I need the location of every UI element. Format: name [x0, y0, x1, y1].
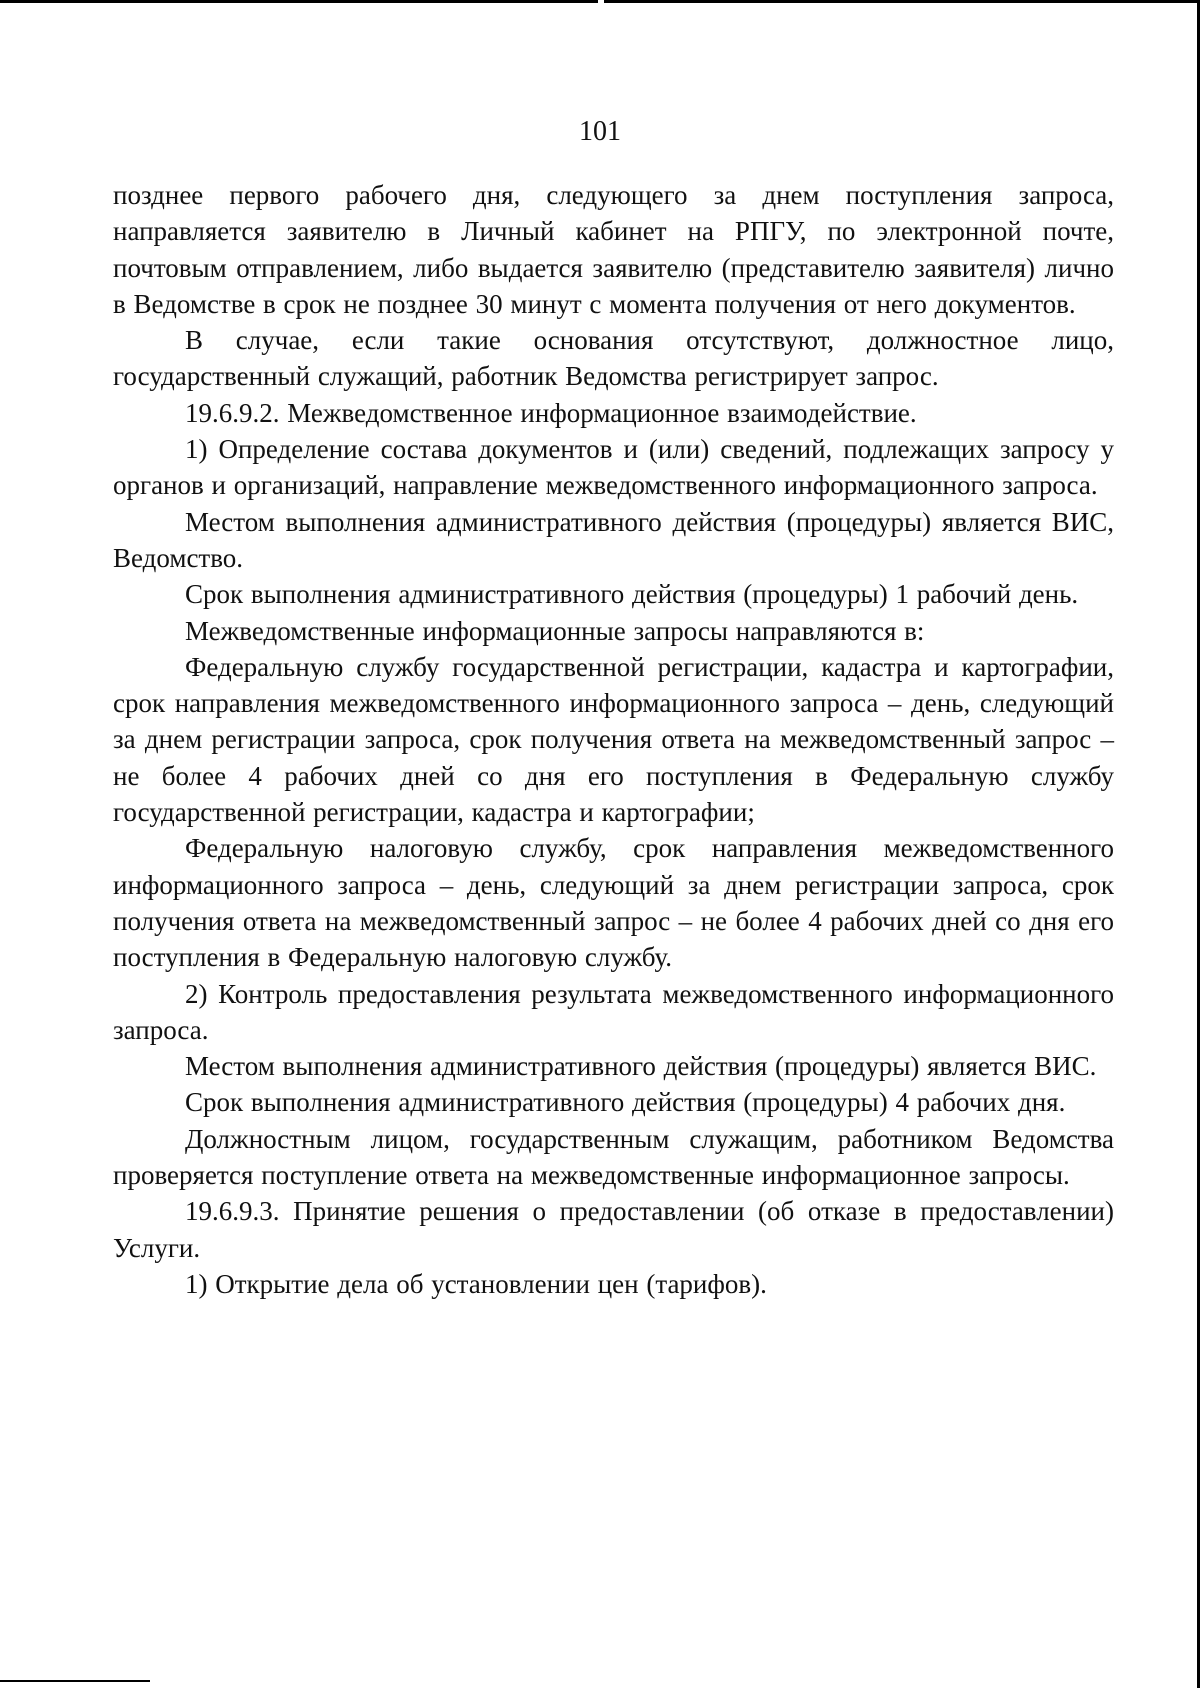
- paragraph-rosreestr: Федеральную службу государственной регистрации, кадастра и картографии, срок направления межведомственного информационного запроса – день, следующий за днем регистрации запроса, срок получения ответа на межведомственный запрос – не более 4 рабочих дней со дня его поступления в Федеральную службу государственной регистрации, кадастра и картографии;: [113, 651, 1114, 828]
- paragraph-tax-service: Федеральную налоговую службу, срок направления межведомственного информационного запроса – день, следующий за днем регистрации запроса, срок получения ответа на межведомственный запрос – не более 4 рабочих дней со дня его поступления в Федеральную налоговую службу.: [113, 833, 1114, 973]
- paragraph-term-1: Срок выполнения административного действия (процедуры) 1 рабочий день.: [185, 579, 1079, 610]
- scan-bottom-mark: [0, 1680, 150, 1682]
- paragraph-requests-intro: Межведомственные информационные запросы направляются в:: [185, 615, 925, 646]
- paragraph-check-responses: Должностным лицом, государственным служащим, работником Ведомства проверяется поступление ответа на межведомственные информационное запросы.: [113, 1123, 1114, 1191]
- section-heading-19-6-9-2: 19.6.9.2. Межведомственное информационное взаимодействие.: [185, 397, 917, 428]
- paragraph-term-2: Срок выполнения административного действия (процедуры) 4 рабочих дня.: [185, 1087, 1066, 1118]
- paragraph-continuation: позднее первого рабочего дня, следующего за днем поступления запроса, направляется заявителю в Личный кабинет на РПГУ, по электронной почте, почтовым отправлением, либо выдается заявителю (представителю заявителя) лично в Ведомстве в срок не позднее 30 минут с момента получения от него документов.: [113, 180, 1114, 319]
- paragraph-place-2: Местом выполнения административного действия (процедуры) является ВИС.: [185, 1051, 1097, 1082]
- paragraph-place-1: Местом выполнения административного действия (процедуры) является ВИС, Ведомство.: [113, 506, 1114, 573]
- section-heading-19-6-9-3: 19.6.9.3. Принятие решения о предоставлении (об отказе в предоставлении) Услуги.: [113, 1196, 1114, 1263]
- paragraph-step-2: 2) Контроль предоставления результата межведомственного информационного запроса.: [113, 978, 1114, 1045]
- paragraph-step-1: 1) Определение состава документов и (или) сведений, подлежащих запросу у органов и организаций, направление межведомственного информационного запроса.: [113, 434, 1114, 501]
- scan-top-border-left: [0, 0, 598, 3]
- page-number: 101: [579, 116, 621, 147]
- paragraph-open-case: 1) Открытие дела об установлении цен (тарифов).: [185, 1268, 767, 1299]
- scan-top-border-right: [604, 0, 1200, 3]
- document-body: [113, 177, 1114, 1302]
- paragraph-registration: В случае, если такие основания отсутствуют, должностное лицо, государственный служащий, работник Ведомства регистрирует запрос.: [113, 325, 1114, 392]
